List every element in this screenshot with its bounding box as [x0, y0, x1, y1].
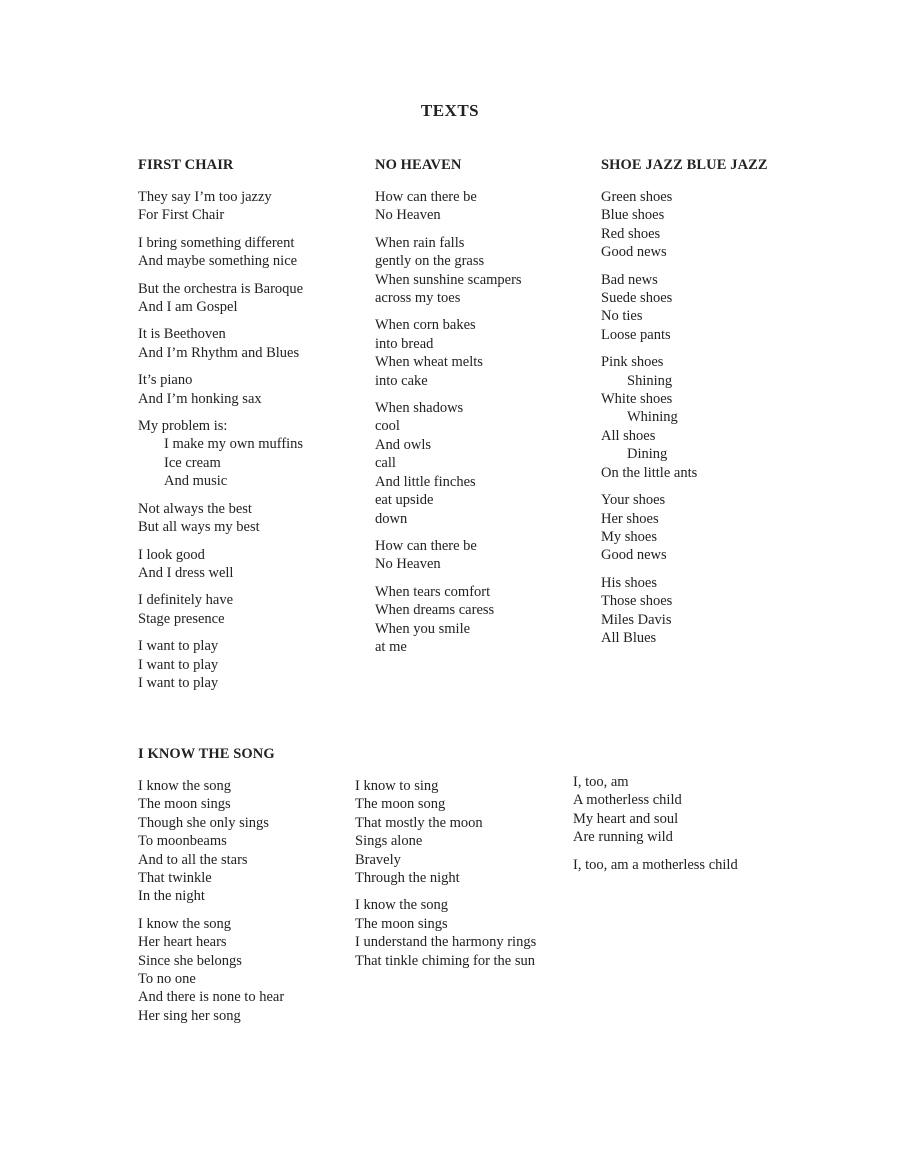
poem-line: I look good — [138, 546, 205, 563]
poem-line: I understand the harmony rings — [355, 934, 537, 951]
stanza — [138, 777, 368, 906]
poem-line: No ties — [601, 308, 643, 325]
poem-line: Suede shoes — [601, 290, 673, 307]
poem-line: Sings alone — [355, 833, 423, 850]
poem-line-indented: Ice cream — [164, 454, 221, 471]
stanza — [601, 271, 831, 345]
stanza — [138, 234, 368, 271]
stanza — [138, 637, 368, 692]
poem-line: How can there be — [375, 537, 477, 554]
stanza — [138, 591, 368, 628]
poem-line: When rain falls — [375, 234, 465, 251]
poem-line: Since she belongs — [138, 952, 242, 969]
poem-line: Her sing her song — [138, 1007, 241, 1024]
poem-line: They say I’m too jazzy — [138, 189, 272, 205]
poem-line: I, too, am — [573, 774, 629, 790]
poem-line: Stage presence — [138, 610, 225, 627]
poem-line: And I dress well — [138, 564, 234, 581]
poem-line: eat upside — [375, 492, 434, 509]
stanza — [138, 417, 368, 491]
poem-i-know-the-song-col-3 — [573, 773, 803, 883]
poem-line: And maybe something nice — [138, 253, 298, 270]
stanza — [601, 574, 831, 648]
poem-line: Not always the best — [138, 500, 252, 517]
poem-line: The moon sings — [355, 915, 448, 932]
poem-line: And I am Gospel — [138, 299, 238, 316]
poem-first-chair — [138, 156, 368, 701]
stanza — [355, 896, 585, 970]
stanza — [573, 773, 803, 847]
poem-line: When shadows — [375, 400, 464, 417]
stanza — [601, 491, 831, 565]
poem-line: That tinkle chiming for the sun — [355, 952, 536, 969]
poem-line: On the little ants — [601, 464, 698, 481]
poem-line: into bread — [375, 335, 434, 352]
poem-line: No Heaven — [375, 207, 441, 224]
poem-line: And there is none to hear — [138, 989, 285, 1006]
poem-line-indented: Shining — [627, 372, 673, 389]
page-title: TEXTS — [420, 101, 480, 120]
stanza — [138, 325, 368, 362]
poem-line: It’s piano — [138, 372, 193, 389]
poem-line: When you smile — [375, 620, 471, 637]
stanza — [138, 280, 368, 317]
poem-line: All Blues — [601, 629, 657, 646]
poem-line: across my toes — [375, 290, 461, 307]
poem-line-indented: And music — [164, 473, 228, 490]
poem-line: Though she only sings — [138, 814, 269, 831]
poem-line: I want to play — [138, 674, 219, 691]
poem-line: gently on the grass — [375, 253, 485, 270]
poem-line: White shoes — [601, 391, 673, 408]
poem-i-know-the-song-col-2 — [355, 777, 585, 979]
poem-line: That mostly the moon — [355, 814, 483, 831]
poem-line: Green shoes — [601, 189, 673, 205]
poem-line: Pink shoes — [601, 354, 664, 371]
poem-line: Blue shoes — [601, 207, 665, 224]
poem-line: And owls — [375, 436, 431, 453]
poem-line: I want to play — [138, 656, 219, 673]
stanza — [601, 353, 831, 482]
poem-title-shoe-jazz-blue-jazz: SHOE JAZZ BLUE JAZZ — [601, 157, 768, 173]
poem-line: into cake — [375, 372, 428, 389]
poem-line: And to all the stars — [138, 851, 248, 868]
stanza — [375, 537, 605, 574]
poem-line: Her shoes — [601, 510, 659, 527]
poem-line: But the orchestra is Baroque — [138, 280, 304, 297]
poem-line: No Heaven — [375, 556, 441, 573]
poem-shoe-jazz-blue-jazz — [601, 156, 831, 656]
stanza — [138, 188, 368, 225]
poem-line: My heart and soul — [573, 810, 679, 827]
poem-no-heaven — [375, 156, 605, 665]
stanza — [375, 316, 605, 390]
poem-line: Good news — [601, 244, 667, 261]
stanza — [375, 399, 605, 528]
poem-line: To no one — [138, 971, 196, 988]
stanza — [355, 777, 585, 887]
poem-line: I definitely have — [138, 592, 234, 609]
poem-line: Loose pants — [601, 326, 671, 343]
poem-line: I know the song — [355, 897, 449, 914]
poem-line: Her heart hears — [138, 934, 227, 951]
poem-line: Through the night — [355, 870, 460, 887]
poem-line: The moon song — [355, 796, 446, 813]
poem-line: All shoes — [601, 427, 656, 444]
poem-line: A motherless child — [573, 792, 682, 809]
poem-line: When corn bakes — [375, 317, 476, 334]
poem-line: I know to sing — [355, 778, 439, 794]
poem-i-know-the-song-col-1 — [138, 777, 368, 1034]
poem-line: In the night — [138, 888, 205, 905]
poem-line: Bad news — [601, 271, 658, 288]
poem-line: The moon sings — [138, 796, 231, 813]
poem-title-no-heaven: NO HEAVEN — [375, 157, 462, 173]
poem-line: I know the song — [138, 915, 232, 932]
poem-line: His shoes — [601, 574, 657, 591]
poem-line: How can there be — [375, 189, 477, 205]
poem-line: I bring something different — [138, 234, 295, 251]
poem-title-i-know-the-song: I KNOW THE SONG — [138, 746, 275, 762]
stanza — [375, 234, 605, 308]
poem-line: When dreams caress — [375, 602, 495, 619]
poem-line: And little finches — [375, 473, 476, 490]
stanza — [573, 856, 803, 874]
stanza — [138, 500, 368, 537]
poem-line: Bravely — [355, 851, 401, 868]
poem-line: Red shoes — [601, 225, 661, 242]
poem-line: cool — [375, 418, 400, 435]
poem-line: When sunshine scampers — [375, 271, 522, 288]
stanza — [601, 188, 831, 262]
poem-line: My problem is: — [138, 418, 228, 435]
stanza — [138, 371, 368, 408]
poem-line: Good news — [601, 547, 667, 564]
poem-line: Are running wild — [573, 829, 673, 846]
stanza — [375, 188, 605, 225]
poem-line: It is Beethoven — [138, 326, 226, 343]
poem-line: When wheat melts — [375, 354, 483, 371]
poem-line: My shoes — [601, 528, 657, 545]
stanza — [138, 546, 368, 583]
poem-line: And I’m Rhythm and Blues — [138, 344, 300, 361]
stanza — [138, 915, 368, 1025]
poem-line-indented: Whining — [627, 409, 678, 426]
poem-line: For First Chair — [138, 207, 225, 224]
poem-line: That twinkle — [138, 870, 212, 887]
poem-line: call — [375, 455, 396, 472]
poem-line: I, too, am a motherless child — [573, 856, 738, 873]
poem-line: I want to play — [138, 638, 219, 655]
poem-line-indented: Dining — [627, 446, 668, 463]
poem-line: I know the song — [138, 778, 232, 794]
poem-line-indented: I make my own muffins — [164, 436, 304, 453]
poem-line: Those shoes — [601, 593, 673, 610]
stanza — [375, 583, 605, 657]
poem-line: When tears comfort — [375, 583, 491, 600]
poem-line: And I’m honking sax — [138, 390, 262, 407]
poem-line: Miles Davis — [601, 611, 672, 628]
poem-line: at me — [375, 638, 407, 655]
poem-line: But all ways my best — [138, 519, 260, 536]
poem-line: To moonbeams — [138, 833, 227, 850]
poem-line: down — [375, 510, 408, 527]
poem-title-first-chair: FIRST CHAIR — [138, 157, 234, 173]
poem-line: Your shoes — [601, 492, 666, 509]
